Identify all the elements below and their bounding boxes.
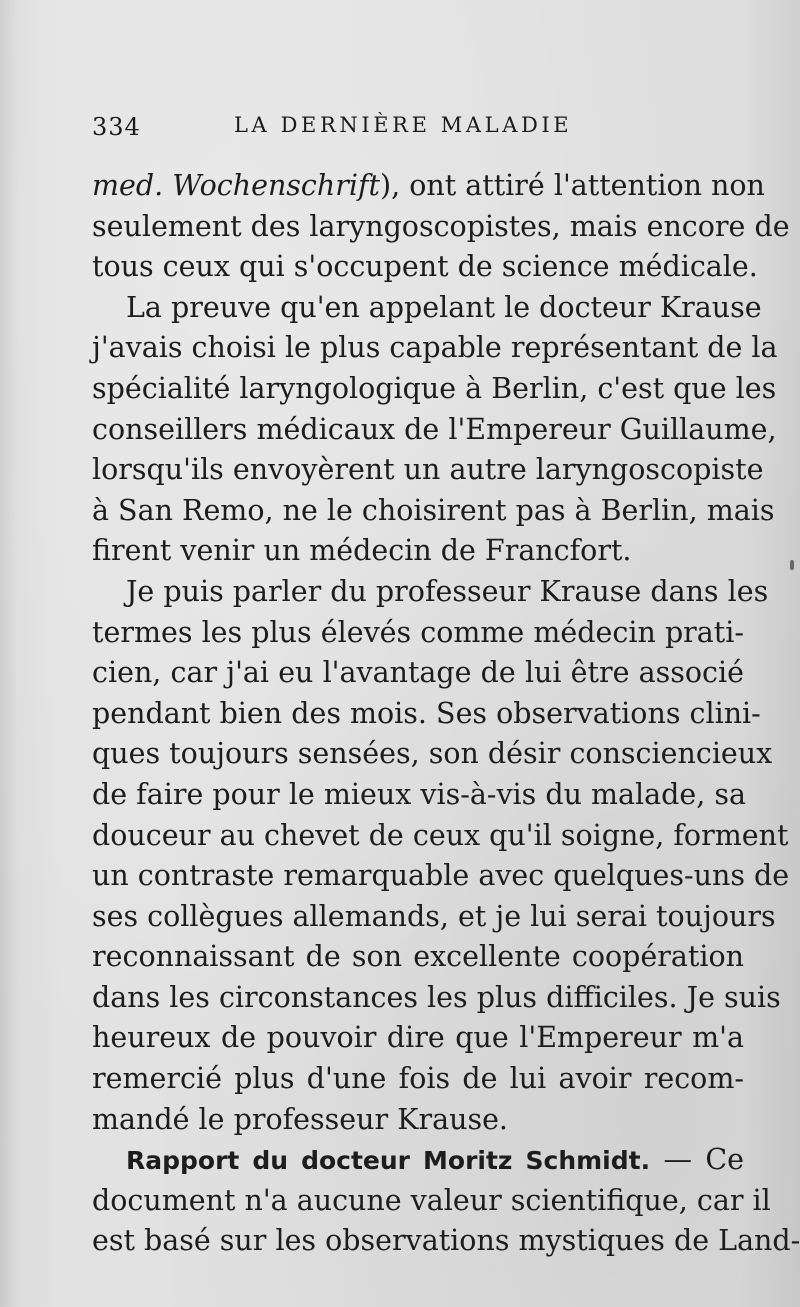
text-line: [92, 207, 790, 248]
text-segment: j'avais choisi le plus capable représentant de la: [92, 331, 778, 365]
text-line: [92, 734, 773, 775]
paragraph: [92, 288, 778, 572]
text-segment: cien, car j'ai eu l'avantage de lui être associé: [92, 656, 744, 690]
page-number: 334: [92, 113, 141, 141]
text-segment: firent venir un médecin de Francfort.: [92, 534, 632, 568]
text-line: [92, 288, 762, 329]
text-line: [92, 816, 789, 857]
text-line: [92, 1018, 744, 1059]
text-line: [92, 1221, 800, 1262]
text-line: [92, 166, 765, 207]
text-line: [92, 653, 744, 694]
text-segment: tous ceux qui s'occupent de science médicale.: [92, 250, 758, 284]
text-segment: heureux de pouvoir dire que l'Empereur m'a: [92, 1021, 744, 1055]
text-line: [92, 1181, 771, 1222]
text-segment: un contraste remarquable avec quelques-uns de: [92, 859, 790, 893]
text-segment: termes les plus élevés comme médecin prati-: [92, 615, 744, 649]
text-line: [92, 531, 744, 572]
text-segment: mandé le professeur Krause.: [92, 1102, 508, 1136]
running-title: LA DERNIÈRE MALADIE: [234, 113, 573, 137]
body-text: [92, 166, 800, 1262]
text-segment: ques toujours sensées, son désir consciencieux: [92, 737, 773, 771]
text-segment: ses collègues allemands, et je lui serai toujours: [92, 899, 776, 933]
paragraph: [92, 1140, 800, 1262]
text-line: [92, 572, 769, 613]
text-segment: spécialité laryngologique à Berlin, c'est que les: [92, 371, 777, 405]
text-segment: La preuve qu'en appelant le docteur Krause: [126, 290, 762, 324]
text-line: [92, 694, 761, 735]
text-line: [92, 1059, 744, 1100]
text-line: [92, 247, 758, 288]
text-segment: — Ce: [650, 1143, 744, 1177]
text-segment: dans les circonstances les plus difficiles. Je suis: [92, 980, 781, 1014]
text-line: [92, 937, 744, 978]
text-segment: à San Remo, ne le choisirent pas à Berlin, mais: [92, 493, 775, 527]
text-line: [92, 613, 744, 654]
text-line: [92, 328, 778, 369]
ink-speck: [790, 560, 794, 570]
text-line: [92, 775, 744, 816]
text-line: [92, 1100, 744, 1141]
paragraph: [92, 166, 790, 288]
text-segment: document n'a aucune valeur scientifique, car il: [92, 1183, 771, 1217]
text-line: [92, 410, 777, 451]
text-line: [92, 491, 775, 532]
text-segment: conseillers médicaux de l'Empereur Guillaume,: [92, 412, 777, 446]
text-line: [92, 856, 790, 897]
text-segment: Je puis parler du professeur Krause dans les: [126, 574, 769, 608]
paragraph: [92, 572, 790, 1140]
text-segment: remercié plus d'une fois de lui avoir recom-: [92, 1062, 744, 1096]
text-line: [92, 897, 776, 938]
text-segment: pendant bien des mois. Ses observations clini-: [92, 696, 761, 730]
text-line: [92, 1140, 744, 1181]
text-line: [92, 450, 764, 491]
text-segment: ), ont attiré l'attention non: [380, 169, 765, 202]
text-segment: lorsqu'ils envoyèrent un autre laryngoscopiste: [92, 453, 764, 487]
page-header: [92, 113, 732, 153]
text-segment: douceur au chevet de ceux qu'il soigne, forment: [92, 818, 789, 852]
text-segment: de faire pour le mieux vis-à-vis du malade, sa: [92, 777, 746, 811]
section-heading: Rapport du docteur Moritz Schmidt.: [126, 1146, 651, 1176]
text-segment: seulement des laryngoscopistes, mais encore de: [92, 209, 790, 243]
text-segment: med. Wochenschrift: [92, 169, 380, 202]
text-segment: est basé sur les observations mystiques de Land-: [92, 1224, 800, 1258]
text-segment: reconnaissant de son excellente coopération: [92, 940, 744, 974]
text-line: [92, 978, 781, 1019]
text-line: [92, 369, 777, 410]
